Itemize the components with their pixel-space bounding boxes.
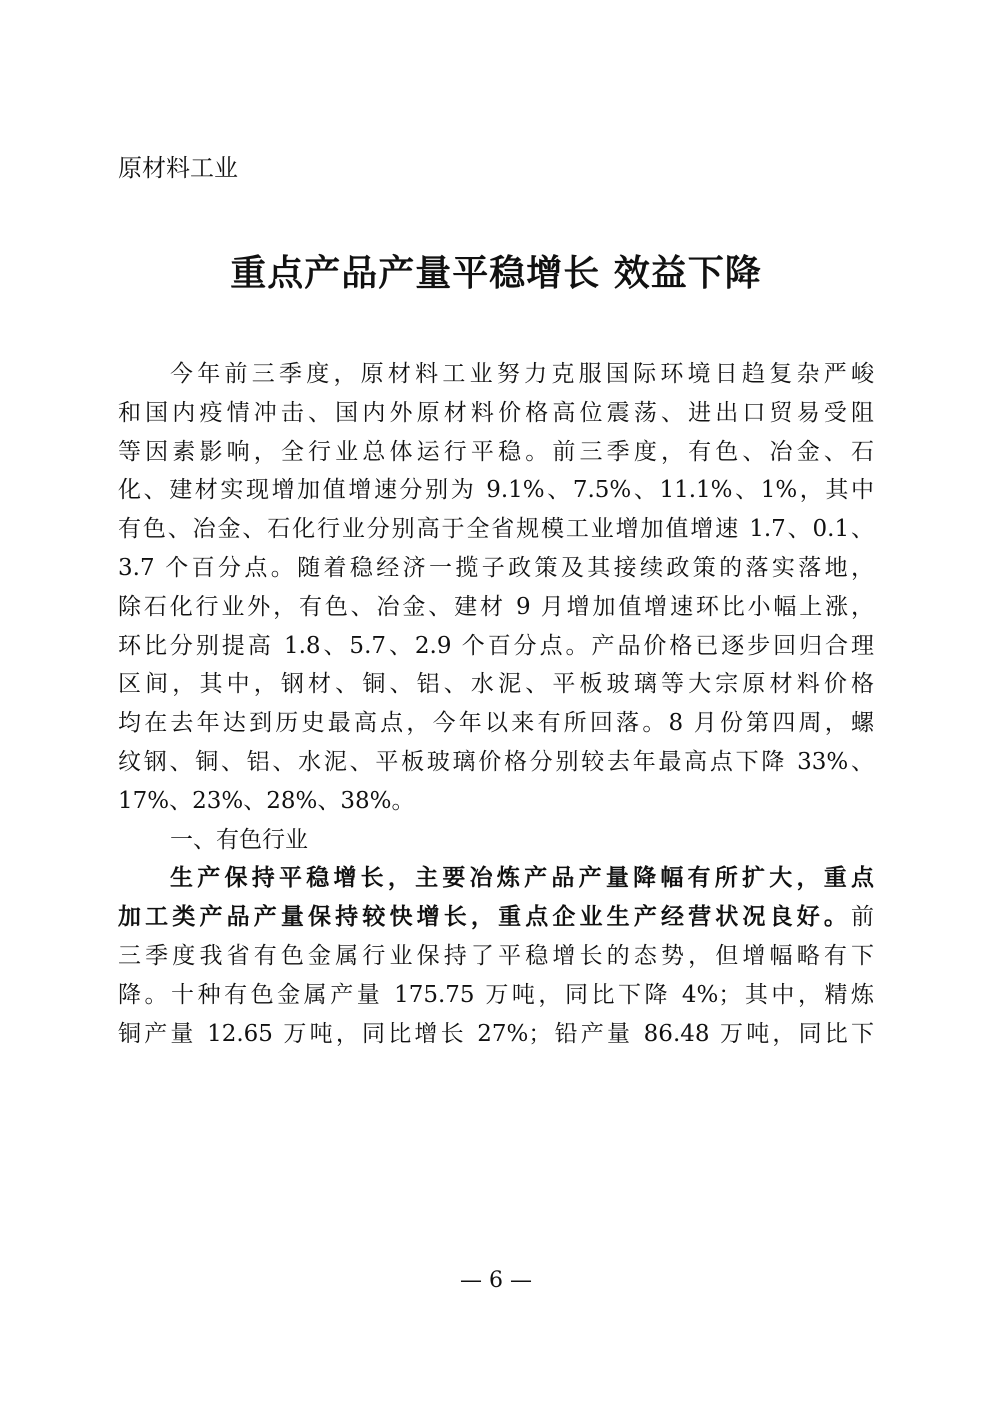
paragraph-line: 铜产量 12.65 万吨，同比增长 27%；铅产量 86.48 万吨，同比下: [118, 1020, 874, 1047]
paragraph-line-mixed: [118, 898, 874, 937]
paragraph-intro: [118, 355, 874, 821]
document-title: 重点产品产量平稳增长 效益下降: [230, 252, 762, 294]
section-heading-nonferrous: 一、有色行业: [170, 826, 308, 853]
paragraph-nonferrous: [118, 859, 874, 1053]
article-body: [118, 355, 874, 1053]
paragraph-line: 今年前三季度，原材料工业努力克服国际环境日趋复杂严峻: [170, 361, 874, 387]
paragraph-line: 等因素影响，全行业总体运行平稳。前三季度，有色、冶金、石: [118, 438, 874, 465]
paragraph-line: 除石化行业外，有色、冶金、建材 9 月增加值增速环比小幅上涨，: [118, 593, 874, 620]
paragraph-line: 环比分别提高 1.8、5.7、2.9 个百分点。产品价格已逐步回归合理: [118, 632, 874, 659]
paragraph-line: 化、建材实现增加值增速分别为 9.1%、7.5%、11.1%、1%，其中: [118, 477, 874, 504]
paragraph-line: 和国内疫情冲击、国内外原材料价格高位震荡、进出口贸易受阻: [118, 399, 874, 426]
paragraph-line: 均在去年达到历史最高点，今年以来有所回落。8 月份第四周，螺: [118, 710, 874, 737]
paragraph-line: 降。十种有色金属产量 175.75 万吨，同比下降 4%；其中，精炼: [118, 981, 874, 1008]
paragraph-line: 纹钢、铜、铝、水泥、平板玻璃价格分别较去年最高点下降 33%、: [118, 748, 874, 775]
paragraph-line: 17%、23%、28%、38%。: [118, 787, 415, 814]
paragraph-line-bold: 生产保持平稳增长，主要冶炼产品产量降幅有所扩大，重点: [170, 864, 874, 892]
paragraph-line: 区间，其中，钢材、铜、铝、水泥、平板玻璃等大宗原材料价格: [118, 671, 874, 698]
section-label: 原材料工业: [118, 154, 238, 182]
paragraph-line: 有色、冶金、石化行业分别高于全省规模工业增加值增速 1.7、0.1、: [118, 516, 874, 543]
bold-text: 加工类产品产量保持较快增长，重点企业生产经营状况良好。: [118, 903, 851, 931]
regular-text: 前: [851, 904, 874, 931]
paragraph-line: 三季度我省有色金属行业保持了平稳增长的态势，但增幅略有下: [118, 942, 874, 969]
paragraph-line: 3.7 个百分点。随着稳经济一揽子政策及其接续政策的落实落地，: [118, 554, 874, 581]
page-number: — 6 —: [460, 1268, 532, 1293]
